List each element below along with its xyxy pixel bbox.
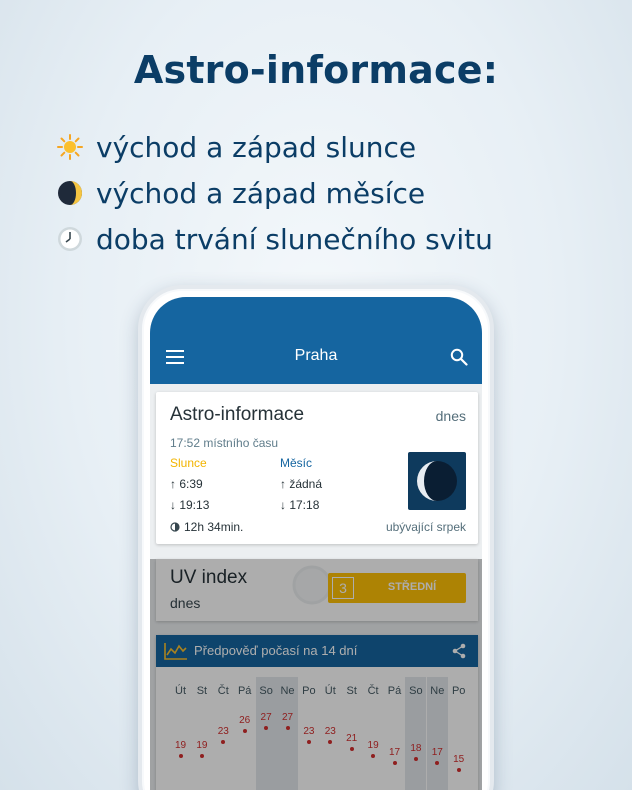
search-icon[interactable] bbox=[450, 348, 468, 366]
forecast-day: Po bbox=[302, 685, 316, 697]
forecast-temp: 19 bbox=[174, 739, 187, 751]
city-title: Praha bbox=[294, 347, 338, 364]
forecast-day: St bbox=[346, 685, 357, 697]
feature-text: východ a západ měsíce bbox=[96, 176, 426, 210]
astro-card-title: Astro-informace bbox=[170, 404, 305, 425]
feature-text: východ a západ slunce bbox=[96, 130, 417, 164]
daylight-duration bbox=[170, 520, 243, 534]
sun-label: Slunce bbox=[170, 456, 207, 470]
astro-day: dnes bbox=[435, 408, 466, 424]
feature-item bbox=[56, 216, 493, 262]
app-bar bbox=[150, 297, 482, 384]
clock-icon bbox=[56, 225, 84, 253]
forecast-day: Čt bbox=[217, 685, 229, 697]
forecast-day: Út bbox=[324, 685, 336, 697]
sunset-time: ↓ 19:13 bbox=[170, 498, 210, 512]
moon-phase-image bbox=[408, 452, 466, 510]
uv-level: STŘEDNÍ bbox=[387, 581, 437, 593]
forecast-temp: 23 bbox=[303, 725, 315, 737]
feature-list bbox=[56, 124, 493, 262]
forecast-day: Ne bbox=[280, 685, 295, 697]
forecast-temp: 23 bbox=[217, 725, 229, 737]
forecast-temp: 27 bbox=[281, 711, 294, 723]
feature-text: doba trvání slunečního svitu bbox=[96, 222, 493, 256]
moon-icon bbox=[56, 179, 84, 207]
uv-day: dnes bbox=[170, 595, 201, 611]
headline: Astro-informace: bbox=[133, 48, 499, 92]
forecast-day: Pá bbox=[387, 685, 402, 697]
forecast-temp: 23 bbox=[324, 725, 336, 737]
uv-card-title: UV index bbox=[170, 567, 248, 588]
app-screen bbox=[150, 297, 482, 790]
forecast-temp: 19 bbox=[367, 739, 379, 751]
forecast-temp: 19 bbox=[196, 739, 208, 751]
local-time: 17:52 místního času bbox=[170, 436, 279, 450]
forecast-temp: 26 bbox=[239, 715, 251, 726]
scrim-overlay bbox=[150, 559, 482, 790]
moonrise-time: ↑ žádná bbox=[280, 477, 323, 491]
feature-item bbox=[56, 124, 493, 170]
forecast-day: So bbox=[259, 685, 273, 697]
phone-frame bbox=[138, 285, 494, 790]
forecast-temp: 15 bbox=[453, 753, 465, 765]
moonset-time: ↓ 17:18 bbox=[280, 498, 320, 512]
forecast-temp: 17 bbox=[431, 746, 443, 758]
moon-phase-label: ubývající srpek bbox=[385, 520, 466, 534]
forecast-day: Ne bbox=[430, 685, 445, 697]
forecast-title: Předpověď počasí na 14 dní bbox=[194, 643, 358, 658]
forecast-day: St bbox=[196, 685, 208, 697]
forecast-temp: 18 bbox=[410, 743, 422, 754]
daylight-icon bbox=[170, 522, 180, 532]
sun-icon bbox=[56, 133, 84, 161]
forecast-temp: 17 bbox=[388, 746, 401, 758]
forecast-day: Po bbox=[451, 685, 466, 697]
forecast-temp: 27 bbox=[260, 711, 272, 723]
forecast-day: Út bbox=[175, 685, 186, 697]
moon-label: Měsíc bbox=[280, 456, 313, 470]
feature-item bbox=[56, 170, 493, 216]
forecast-day: So bbox=[409, 685, 423, 697]
astro-card[interactable] bbox=[156, 392, 478, 544]
sunrise-time: ↑ 6:39 bbox=[170, 477, 203, 491]
forecast-day: Pá bbox=[237, 685, 252, 697]
uv-value: 3 bbox=[332, 577, 354, 599]
daylight-text: 12h 34min. bbox=[184, 520, 244, 534]
forecast-day: Čt bbox=[367, 685, 379, 697]
forecast-temp: 21 bbox=[346, 732, 358, 744]
